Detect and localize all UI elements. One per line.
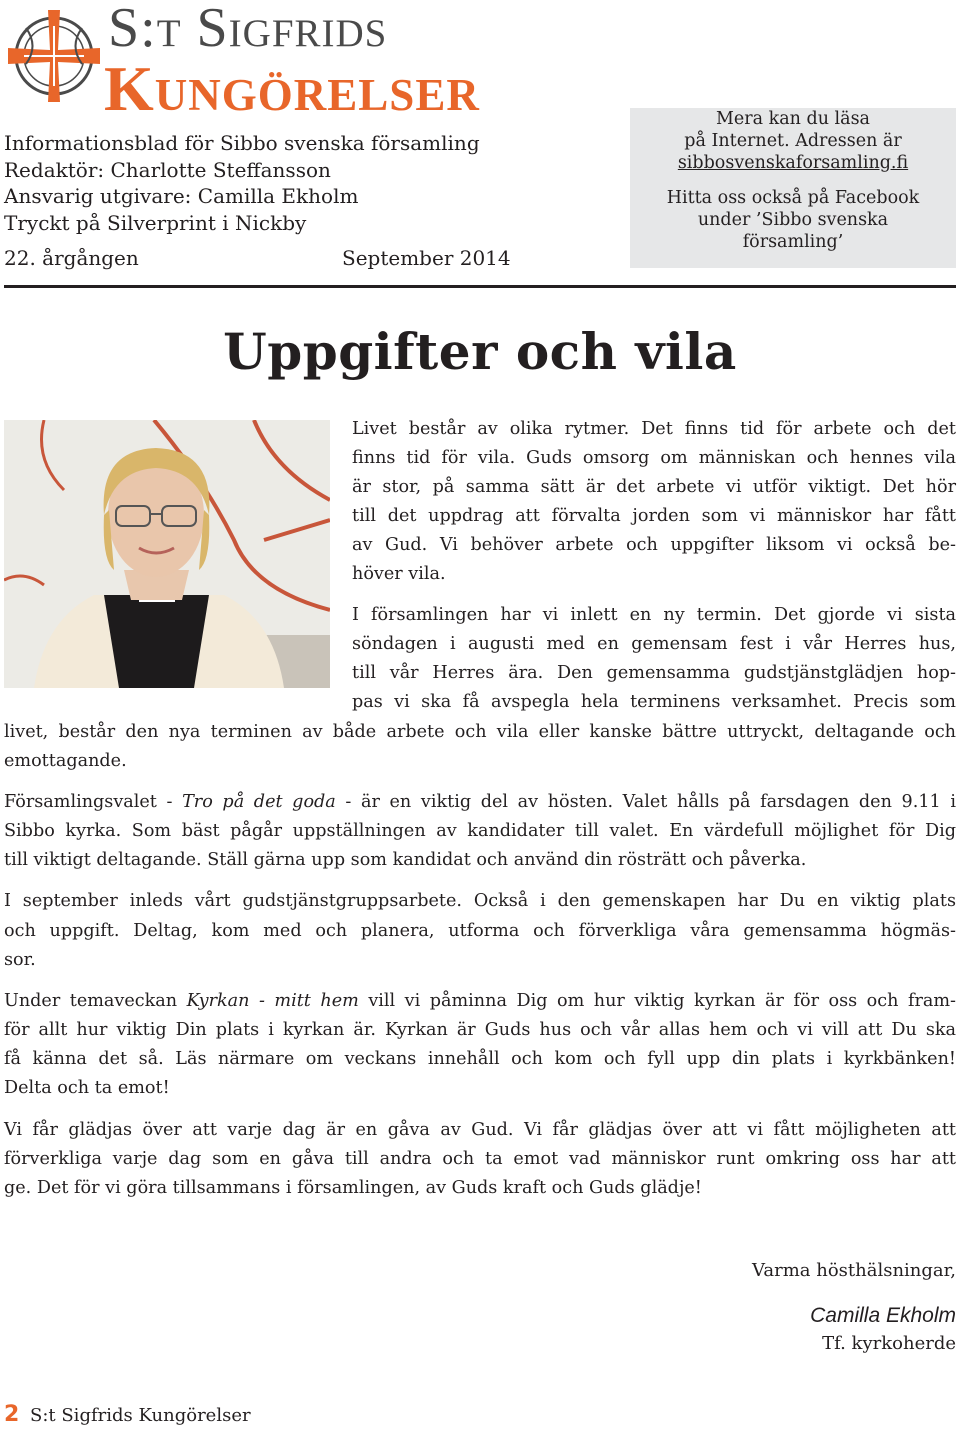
headline-text: Uppgifter och vila (223, 322, 737, 381)
paragraph-line: emottagande. (4, 751, 127, 771)
paragraph-line: livet, består den nya terminen av både arbete och vila eller kanske bättre uttryckt, deltagande och (4, 722, 956, 742)
portrait-image (4, 420, 330, 688)
info-line: Informationsblad för Sibbo svenska församling (4, 131, 480, 155)
paragraph-line: till vår Herres ära. Den gemensamma gudstjänstglädjen hop- (352, 663, 956, 683)
paragraph-line: sor. (4, 950, 36, 970)
paragraph-line: I församlingen har vi inlett en ny termin. Det gjorde vi sista (352, 605, 956, 625)
masthead-title-top: S:t Sigfrids (108, 0, 388, 59)
paragraph-line: till viktigt deltagande. Ställ gärna upp som kandidat och använd din rösträtt och påverka. (4, 850, 807, 870)
paragraph-line: få känna det så. Läs närmare om veckans innehåll och kom och fyll upp din plats i kyrkbänken! (4, 1049, 956, 1069)
article-headline (0, 322, 960, 381)
paragraph-line: söndagen i augusti med en gemensam fest i vår Herres hus, (352, 634, 956, 654)
paragraph-line: finns tid för vila. Guds omsorg om människan och hennes vila (352, 448, 956, 468)
paragraph-line: Livet består av olika rytmer. Det finns tid för arbete och det (352, 419, 956, 439)
emphasis-text: Tro på det goda (182, 792, 336, 812)
paragraph-line: till det uppdrag att förvalta jorden som vi människor har fått (352, 506, 956, 526)
paragraph-line: höver vila. (352, 564, 446, 584)
masthead-divider (4, 285, 956, 288)
cross-logo-icon (4, 6, 104, 106)
web-box-line: församling’ (742, 232, 844, 252)
issue-date: September 2014 (342, 246, 511, 270)
web-info-box (630, 108, 956, 268)
paragraph-line: pas vi ska få avspegla hela terminens verksamhet. Precis som (352, 692, 956, 712)
paragraph-line: av Gud. Vi behöver arbete och uppgifter liksom vi också be- (352, 535, 956, 555)
info-line: Ansvarig utgivare: Camilla Ekholm (4, 184, 359, 208)
publication-info (4, 130, 480, 236)
text-run: Under temaveckan (4, 991, 187, 1011)
paragraph-line: för allt hur viktig Din plats i kyrkan är. Kyrkan är Guds hus och vår allas hem och vi vill att Du ska (4, 1020, 956, 1040)
page-number: 2 (4, 1402, 20, 1427)
paragraph-line: I september inleds vårt gudstjänstgruppsarbete. Också i den gemenskapen har Du en viktig plats (4, 891, 956, 911)
parish-logo (4, 6, 104, 106)
signature-name: Camilla Ekholm (810, 1304, 956, 1327)
paragraph-line (4, 987, 956, 1016)
paragraph-line: och uppgift. Deltag, kom med och planera, utforma och förverkliga våra gemensamma högmäs- (4, 921, 956, 941)
web-box-line: på Internet. Adressen är (684, 131, 902, 151)
text-run: Församlingsvalet - (4, 792, 183, 812)
paragraph-line (4, 788, 956, 817)
paragraph-line: ge. Det för vi göra tillsammans i församlingen, av Guds kraft och Guds glädje! (4, 1178, 702, 1198)
paragraph-line: förverkliga varje dag som en gåva till andra och ta emot vad människor runt omkring oss har att (4, 1149, 956, 1169)
text-run: - är en viktig del av hösten. Valet hålls på farsdagen den 9.11 i (335, 792, 956, 812)
signature-title: Tf. kyrkoherde (822, 1333, 956, 1354)
paragraph-line: Sibbo kyrka. Som bäst pågår uppställningen av kandidater till valet. En värdefull möjlighet för Dig (4, 821, 956, 841)
author-photo (4, 420, 330, 688)
masthead-title-main: Kungörelser (104, 53, 480, 124)
paragraph-line: Vi får glädjas över att varje dag är en gåva av Gud. Vi får glädjas över att vi fått möjligheten att (4, 1120, 956, 1140)
web-box-line: Hitta oss också på Facebook (666, 188, 920, 208)
text-run: vill vi påminna Dig om hur viktig kyrkan är för oss och fram- (358, 991, 956, 1011)
info-line: Redaktör: Charlotte Steffansson (4, 157, 331, 182)
emphasis-text: Kyrkan - mitt hem (186, 991, 359, 1011)
paragraph-line: är stor, på samma sätt är det arbete vi utför viktigt. Det hör (352, 477, 956, 497)
info-line: Tryckt på Silverprint i Nickby (4, 210, 307, 235)
website-link[interactable]: sibbosvenskaforsamling.fi (677, 153, 909, 173)
volume: 22. årgången (4, 246, 139, 270)
greeting: Varma hösthälsningar, (752, 1260, 956, 1281)
web-box-line: under ’Sibbo svenska (697, 210, 889, 230)
paragraph-line: Delta och ta emot! (4, 1078, 170, 1098)
web-box-line: Mera kan du läsa (716, 109, 870, 129)
footer-publication: S:t Sigfrids Kungörelser (30, 1405, 251, 1426)
